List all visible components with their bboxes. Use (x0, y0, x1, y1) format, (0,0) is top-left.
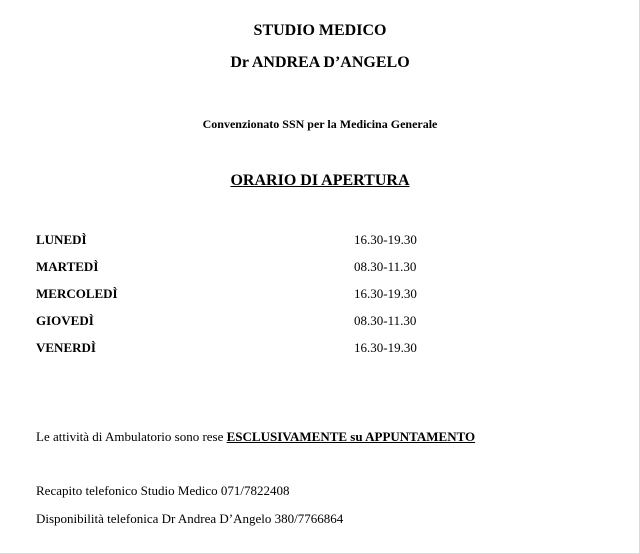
schedule-heading: ORARIO DI APERTURA (230, 172, 410, 189)
studio-phone: Recapito telefonico Studio Medico 071/7822408 (36, 483, 290, 498)
schedule-day: LUNEDÌ (36, 232, 87, 247)
schedule-day: MERCOLEDÌ (36, 286, 118, 301)
appointment-note-emphasis: ESCLUSIVAMENTE su APPUNTAMENTO (226, 429, 476, 444)
doctor-phone: Disponibilità telefonica Dr Andrea D’Angelo 380/7766864 (36, 511, 344, 526)
schedule-day: VENERDÌ (36, 340, 96, 355)
appointment-note (36, 429, 475, 445)
affiliation-text: Convenzionato SSN per la Medicina Generale (202, 117, 438, 131)
schedule-day: GIOVEDÌ (36, 313, 94, 328)
schedule-hours: 16.30-19.30 (354, 340, 417, 355)
schedule-hours: 16.30-19.30 (354, 232, 417, 247)
doctor-name: Dr ANDREA D’ANGELO (230, 54, 410, 71)
schedule-hours: 16.30-19.30 (354, 286, 417, 301)
schedule-hours: 08.30-11.30 (354, 313, 417, 328)
appointment-note-prefix: Le attività di Ambulatorio sono rese (36, 429, 227, 444)
studio-title: STUDIO MEDICO (253, 22, 387, 39)
schedule-day: MARTEDÌ (36, 259, 99, 274)
schedule-hours: 08.30-11.30 (354, 259, 417, 274)
